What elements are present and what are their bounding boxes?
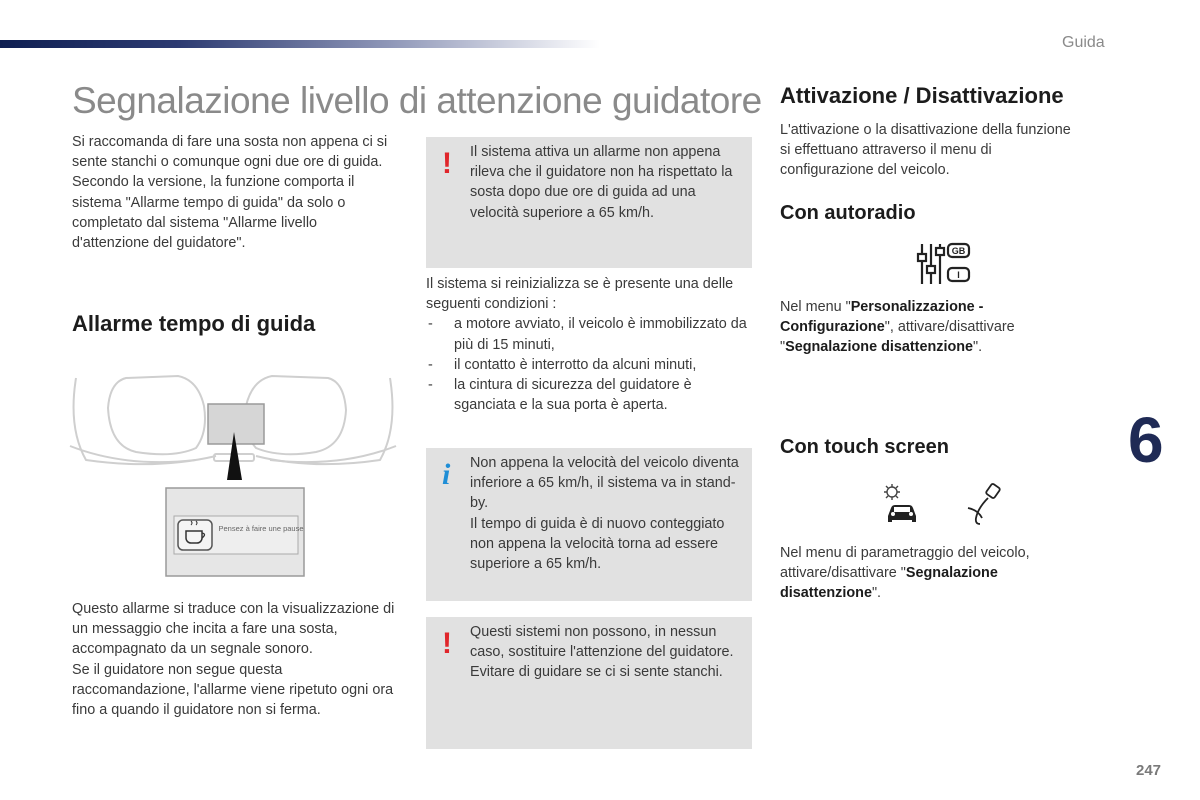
seatbelt-plug-icon: [964, 482, 1004, 526]
list-item: - la cintura di sicurezza del guidatore è sganciata e la sua porta è aperta.: [426, 375, 752, 415]
radio-text-post: ".: [973, 339, 983, 356]
after-paragraph: Se il guidatore non segue questa raccomandazione, l'allarme viene ripetuto ogni ora fino a quando il guidatore non si ferma.: [72, 661, 394, 719]
section-heading-attivazione: Attivazione / Disattivazione: [780, 83, 1064, 108]
warning-paragraph: Questi sistemi non possono, in nessun caso, sostituire l'attenzione del guidatore.: [470, 624, 734, 661]
warning-text: [470, 622, 744, 683]
info-paragraph: Non appena la velocità del veicolo diventa inferiore a 65 km/h, il sistema va in stand-by.: [470, 455, 739, 512]
chapter-number: 6: [1128, 404, 1164, 476]
header-gradient-bar: [0, 40, 600, 48]
touch-instructions: [780, 543, 1080, 604]
conditions-list: [426, 314, 752, 415]
dashboard-illustration: [66, 368, 400, 582]
info-box: [426, 448, 752, 601]
radio-text-mid: ", attivare/disattivare ": [780, 319, 1015, 356]
intro-paragraph: Secondo la versione, la funzione comporta il sistema "Allarme tempo di guida" da solo o completato dal sistema "Allarme livello d'attenzione del guidatore".: [72, 174, 355, 252]
section-heading-allarme: Allarme tempo di guida: [72, 311, 316, 336]
warning-box: [426, 137, 752, 268]
section-heading-touchscreen: Con touch screen: [780, 436, 949, 458]
list-item: - a motore avviato, il veicolo è immobilizzato da più di 15 minuti,: [426, 314, 752, 354]
intro-paragraph: Si raccomanda di fare una sosta non appena ci si sente stanchi o comunque ogni due ore di guida.: [72, 134, 388, 171]
language-label-bottom: I: [957, 270, 960, 280]
radio-item-name: Segnalazione disattenzione: [785, 339, 974, 356]
car-settings-icon: [880, 482, 924, 526]
touch-text-post: ".: [871, 585, 882, 602]
activation-intro: L'attivazione o la disattivazione della funzione si effettuano attraverso il menu di configurazione del veicolo.: [780, 122, 1071, 179]
page-number: 247: [1136, 762, 1162, 779]
page-title: Segnalazione livello di attenzione guidatore: [72, 80, 762, 121]
intro-text: [72, 132, 394, 253]
touch-item-name: Segnalazione disattenzione: [780, 565, 998, 602]
info-paragraph: Il tempo di guida è di nuovo conteggiato non appena la velocità torna ad essere superiore a 65 km/h.: [470, 515, 725, 573]
radio-text-pre: Nel menu ": [780, 299, 851, 315]
info-text: [470, 453, 744, 574]
radio-menu-name: Personalizzazione - Configurazione: [780, 299, 984, 336]
after-text: [72, 599, 402, 720]
touch-text-pre: Nel menu di parametraggio del veicolo, attivare/disattivare ": [780, 545, 1030, 582]
info-icon: i: [442, 458, 451, 491]
instrument-cluster-drawing: [66, 368, 400, 582]
reset-intro: Il sistema si reinizializza se è presente una delle seguenti condizioni :: [426, 276, 734, 313]
warning-paragraph: Evitare di guidare se ci si sente stanchi.: [470, 664, 723, 681]
section-label: Guida: [1062, 34, 1105, 51]
reset-conditions: [426, 274, 752, 415]
warning-icon: !: [442, 147, 452, 180]
language-label-top: GB: [951, 246, 966, 256]
settings-sliders-icon: [914, 240, 974, 286]
display-message: Pensez à faire une pause: [218, 524, 304, 533]
section-heading-autoradio: Con autoradio: [780, 202, 916, 224]
warning-box: [426, 617, 752, 749]
radio-instructions: [780, 297, 1080, 358]
warning-icon: !: [442, 627, 452, 660]
after-paragraph: Questo allarme si traduce con la visualizzazione di un messaggio che incita a fare una sosta, accompagnato da un segnale sonoro.: [72, 601, 395, 658]
list-item: - il contatto è interrotto da alcuni minuti,: [426, 355, 752, 375]
warning-text: Il sistema attiva un allarme non appena rileva che il guidatore non ha rispettato la sosta dopo due ore di guida ad una velocità superiore a 65 km/h.: [470, 144, 733, 221]
